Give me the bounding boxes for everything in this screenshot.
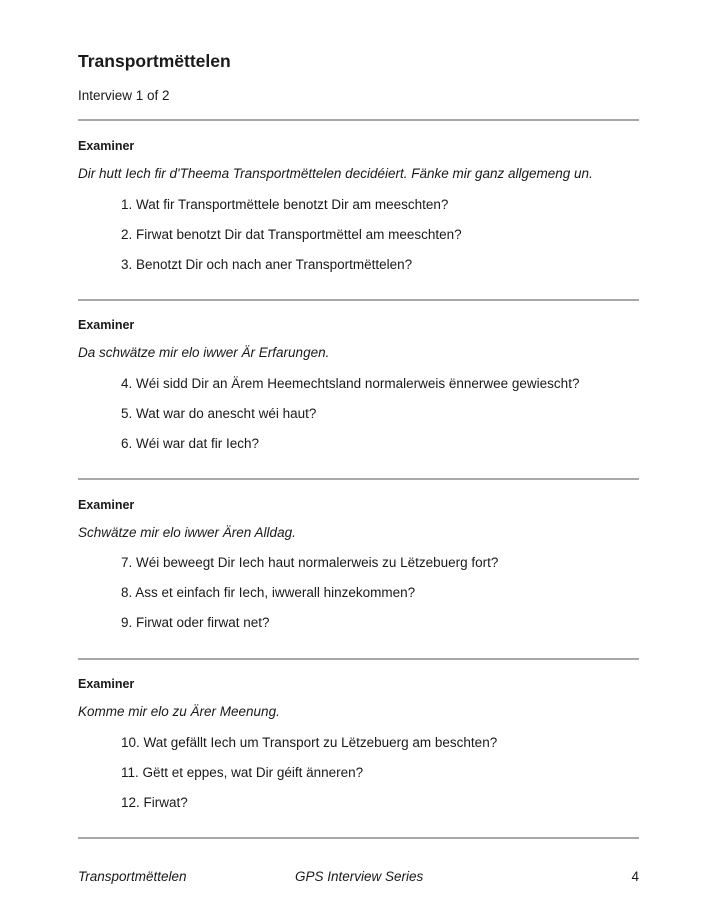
question-item: 6. Wéi war dat fir Iech? bbox=[121, 436, 260, 451]
examiner-prompt: Komme mir elo zu Ärer Meenung. bbox=[78, 704, 280, 719]
question-item: 9. Firwat oder firwat net? bbox=[121, 615, 270, 630]
speaker-label: Examiner bbox=[78, 677, 135, 691]
speaker-label: Examiner bbox=[78, 498, 135, 512]
question-item: 2. Firwat benotzt Dir dat Transportmëttel am meeschten? bbox=[121, 227, 462, 242]
question-item: 7. Wéi beweegt Dir Iech haut normalerweis zu Lëtzebuerg fort? bbox=[121, 555, 499, 570]
section-divider bbox=[78, 119, 639, 121]
footer-document-title: Transportmëttelen bbox=[78, 869, 187, 884]
speaker-label: Examiner bbox=[78, 139, 135, 153]
section-divider bbox=[78, 478, 639, 480]
question-item: 5. Wat war do anescht wéi haut? bbox=[121, 406, 317, 421]
examiner-prompt: Dir hutt Iech fir d'Theema Transportmëttelen decidéiert. Fänke mir ganz allgemeng un. bbox=[78, 166, 593, 181]
page-title: Transportmëttelen bbox=[78, 51, 231, 71]
question-item: 10. Wat gefällt Iech um Transport zu Lëtzebuerg am beschten? bbox=[121, 735, 498, 750]
examiner-prompt: Da schwätze mir elo iwwer Är Erfarungen. bbox=[78, 345, 330, 360]
examiner-prompt: Schwätze mir elo iwwer Ären Alldag. bbox=[78, 525, 296, 540]
section-divider bbox=[78, 837, 639, 839]
speaker-label: Examiner bbox=[78, 318, 135, 332]
question-item: 11. Gëtt et eppes, wat Dir géift änneren? bbox=[121, 765, 364, 780]
question-item: 8. Ass et einfach fir Iech, iwwerall hinzekommen? bbox=[121, 585, 416, 600]
question-item: 12. Firwat? bbox=[121, 795, 188, 810]
question-item: 1. Wat fir Transportmëttele benotzt Dir am meeschten? bbox=[121, 197, 449, 212]
footer-page-number: 4 bbox=[631, 869, 639, 884]
footer-series-name: GPS Interview Series bbox=[295, 869, 424, 884]
interview-subtitle: Interview 1 of 2 bbox=[78, 88, 170, 103]
question-item: 3. Benotzt Dir och nach aner Transportmëttelen? bbox=[121, 257, 413, 272]
section-divider bbox=[78, 299, 639, 301]
section-divider bbox=[78, 658, 639, 660]
question-item: 4. Wéi sidd Dir an Ärem Heemechtsland normalerweis ënnerwee gewiescht? bbox=[121, 376, 580, 391]
